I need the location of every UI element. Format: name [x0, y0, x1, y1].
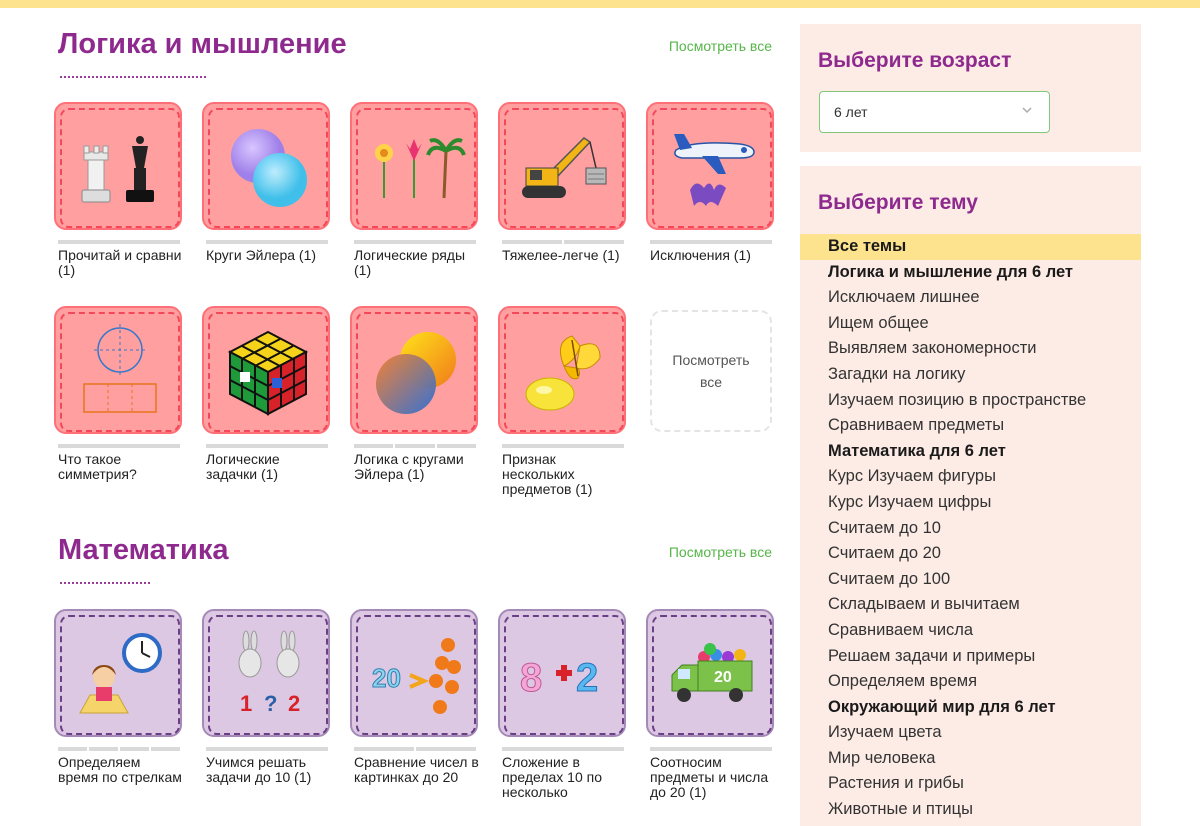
- main-content: [54, 8, 774, 826]
- question-mark: ?: [264, 691, 278, 716]
- truck-number: 20: [714, 669, 732, 686]
- topic-item[interactable]: Все темы: [800, 234, 1141, 260]
- tile[interactable]: [54, 609, 182, 737]
- topic-item[interactable]: Определяем время: [828, 672, 978, 691]
- progress-bar: [58, 240, 180, 244]
- tile[interactable]: [54, 306, 182, 434]
- tile[interactable]: [646, 102, 774, 230]
- rubiks-cube-icon: [218, 322, 318, 422]
- card-exceptions[interactable]: [646, 102, 776, 302]
- age-select-value: 6 лет: [834, 104, 868, 120]
- title-underline-dots: [60, 76, 206, 82]
- tile[interactable]: [202, 609, 330, 737]
- card-solve-tasks-10[interactable]: [202, 609, 332, 809]
- card-label: Исключения (1): [650, 247, 751, 263]
- card-read-compare[interactable]: [54, 102, 184, 302]
- topic-panel-title: Выберите тему: [818, 191, 978, 214]
- topic-list: [800, 234, 1141, 823]
- girl-clock-icon: [70, 625, 170, 725]
- plane-bat-icon: [662, 118, 762, 218]
- age-panel-title: Выберите возраст: [818, 49, 1012, 72]
- card-label: Логика с кругами Эйлера (1): [354, 451, 464, 482]
- chevron-down-icon: [1021, 104, 1035, 118]
- progress-bar: [650, 240, 772, 244]
- topic-group-heading[interactable]: Окружающий мир для 6 лет: [828, 697, 1056, 716]
- card-heavier-lighter[interactable]: [498, 102, 628, 302]
- view-all-tile[interactable]: [650, 310, 772, 432]
- topic-item[interactable]: Животные и птицы: [828, 800, 973, 819]
- euler-circles-icon: [218, 118, 318, 218]
- topic-item[interactable]: Исключаем лишнее: [828, 288, 980, 307]
- symmetry-icon: [70, 322, 170, 422]
- topic-item[interactable]: Мир человека: [828, 748, 936, 767]
- tile[interactable]: [202, 102, 330, 230]
- view-all-tile-label: Посмотреть все: [672, 352, 750, 390]
- topic-item[interactable]: Выявляем закономерности: [828, 339, 1037, 358]
- age-panel: [800, 24, 1141, 152]
- tile[interactable]: [350, 306, 478, 434]
- progress-bar: [502, 240, 624, 244]
- card-label: Учимся решать задачи до 10 (1): [206, 754, 312, 785]
- card-label: Логические ряды (1): [354, 247, 466, 278]
- progress-bar: [206, 240, 328, 244]
- addition-icon: [514, 625, 614, 725]
- card-label: Сравнение чисел в картинках до 20: [354, 754, 479, 785]
- tile[interactable]: [350, 609, 478, 737]
- section-header-logic: [54, 28, 774, 72]
- card-label: Определяем время по стрелкам: [58, 754, 182, 785]
- topic-item[interactable]: Складываем и вычитаем: [828, 595, 1020, 614]
- number-twenty: 20: [372, 663, 401, 693]
- card-label: Сложение в пределах 10 по несколько: [502, 754, 603, 800]
- card-logic-rows[interactable]: [350, 102, 480, 302]
- card-label: Тяжелее-легче (1): [502, 247, 620, 263]
- tile[interactable]: [498, 102, 626, 230]
- card-label: Логические задачки (1): [206, 451, 280, 482]
- progress-bar: [58, 747, 180, 751]
- topic-panel: [800, 166, 1141, 826]
- top-decor-bar: [0, 0, 1200, 8]
- card-label: Прочитай и сравни (1): [58, 247, 182, 278]
- excavator-icon: [514, 128, 614, 208]
- title-underline-dots: [60, 582, 150, 588]
- topic-item[interactable]: Загадки на логику: [828, 364, 966, 383]
- section-header-math: [54, 534, 774, 578]
- number-one: 1: [240, 691, 253, 716]
- lemon-butterfly-icon: [514, 322, 614, 422]
- number-two-addend: 2: [576, 656, 599, 700]
- number-two: 2: [288, 691, 301, 716]
- flowers-palm-icon: [366, 133, 466, 203]
- topic-item[interactable]: Курс Изучаем цифры: [828, 492, 992, 511]
- progress-bar: [354, 444, 476, 448]
- topic-item[interactable]: Считаем до 20: [828, 544, 941, 563]
- topic-item[interactable]: Растения и грибы: [828, 774, 964, 793]
- topic-item[interactable]: Считаем до 100: [828, 569, 951, 588]
- card-label: Признак нескольких предметов (1): [502, 451, 593, 497]
- tile[interactable]: [646, 609, 774, 737]
- number-compare-icon: [366, 625, 466, 725]
- chess-icon: [70, 128, 170, 208]
- card-label: Соотносим предметы и числа до 20 (1): [650, 754, 769, 800]
- age-select[interactable]: [819, 91, 1050, 133]
- progress-bar: [354, 240, 476, 244]
- card-symmetry[interactable]: [54, 306, 184, 506]
- card-compare-numbers-20[interactable]: [350, 609, 480, 809]
- section-title-math: Математика: [58, 534, 229, 566]
- card-multiple-items-sign[interactable]: [498, 306, 628, 506]
- tile[interactable]: [350, 102, 478, 230]
- card-addition-10[interactable]: [498, 609, 628, 809]
- progress-bar: [206, 747, 328, 751]
- card-euler-circles[interactable]: [202, 102, 332, 302]
- progress-bar: [58, 444, 180, 448]
- topic-item[interactable]: Сравниваем предметы: [828, 416, 1005, 435]
- topic-item[interactable]: Ищем общее: [828, 313, 929, 332]
- gradient-circles-icon: [366, 322, 466, 422]
- card-logic-puzzles[interactable]: [202, 306, 332, 506]
- topic-item[interactable]: Решаем задачи и примеры: [828, 646, 1036, 665]
- view-all-link-math[interactable]: Посмотреть все: [668, 544, 772, 560]
- progress-bar: [206, 444, 328, 448]
- card-logic-euler[interactable]: [350, 306, 480, 506]
- card-label: Что такое симметрия?: [58, 451, 137, 482]
- view-all-link-logic[interactable]: Посмотреть все: [668, 38, 772, 54]
- progress-bar: [354, 747, 476, 751]
- card-match-items-numbers[interactable]: [646, 609, 776, 809]
- bunnies-numbers-icon: [218, 625, 318, 725]
- card-view-all-logic[interactable]: [650, 310, 780, 510]
- progress-bar: [502, 444, 624, 448]
- topic-item[interactable]: Сравниваем числа: [828, 620, 974, 639]
- card-time-by-hands[interactable]: [54, 609, 184, 809]
- topic-item[interactable]: Изучаем цвета: [828, 723, 942, 742]
- section-title-logic: Логика и мышление: [58, 28, 347, 60]
- topic-item[interactable]: Изучаем позицию в пространстве: [828, 390, 1087, 409]
- tile[interactable]: [54, 102, 182, 230]
- topic-group-heading[interactable]: Логика и мышление для 6 лет: [828, 262, 1074, 281]
- progress-bar: [502, 747, 624, 751]
- progress-bar: [650, 747, 772, 751]
- tile[interactable]: [202, 306, 330, 434]
- topic-item[interactable]: Считаем до 10: [828, 518, 941, 537]
- topic-group-heading[interactable]: Математика для 6 лет: [828, 441, 1006, 460]
- tile[interactable]: [498, 609, 626, 737]
- card-label: Круги Эйлера (1): [206, 247, 317, 263]
- topic-item[interactable]: Курс Изучаем фигуры: [828, 467, 996, 486]
- tile[interactable]: [498, 306, 626, 434]
- number-eight: 8: [520, 656, 543, 700]
- truck-balls-icon: [662, 625, 762, 725]
